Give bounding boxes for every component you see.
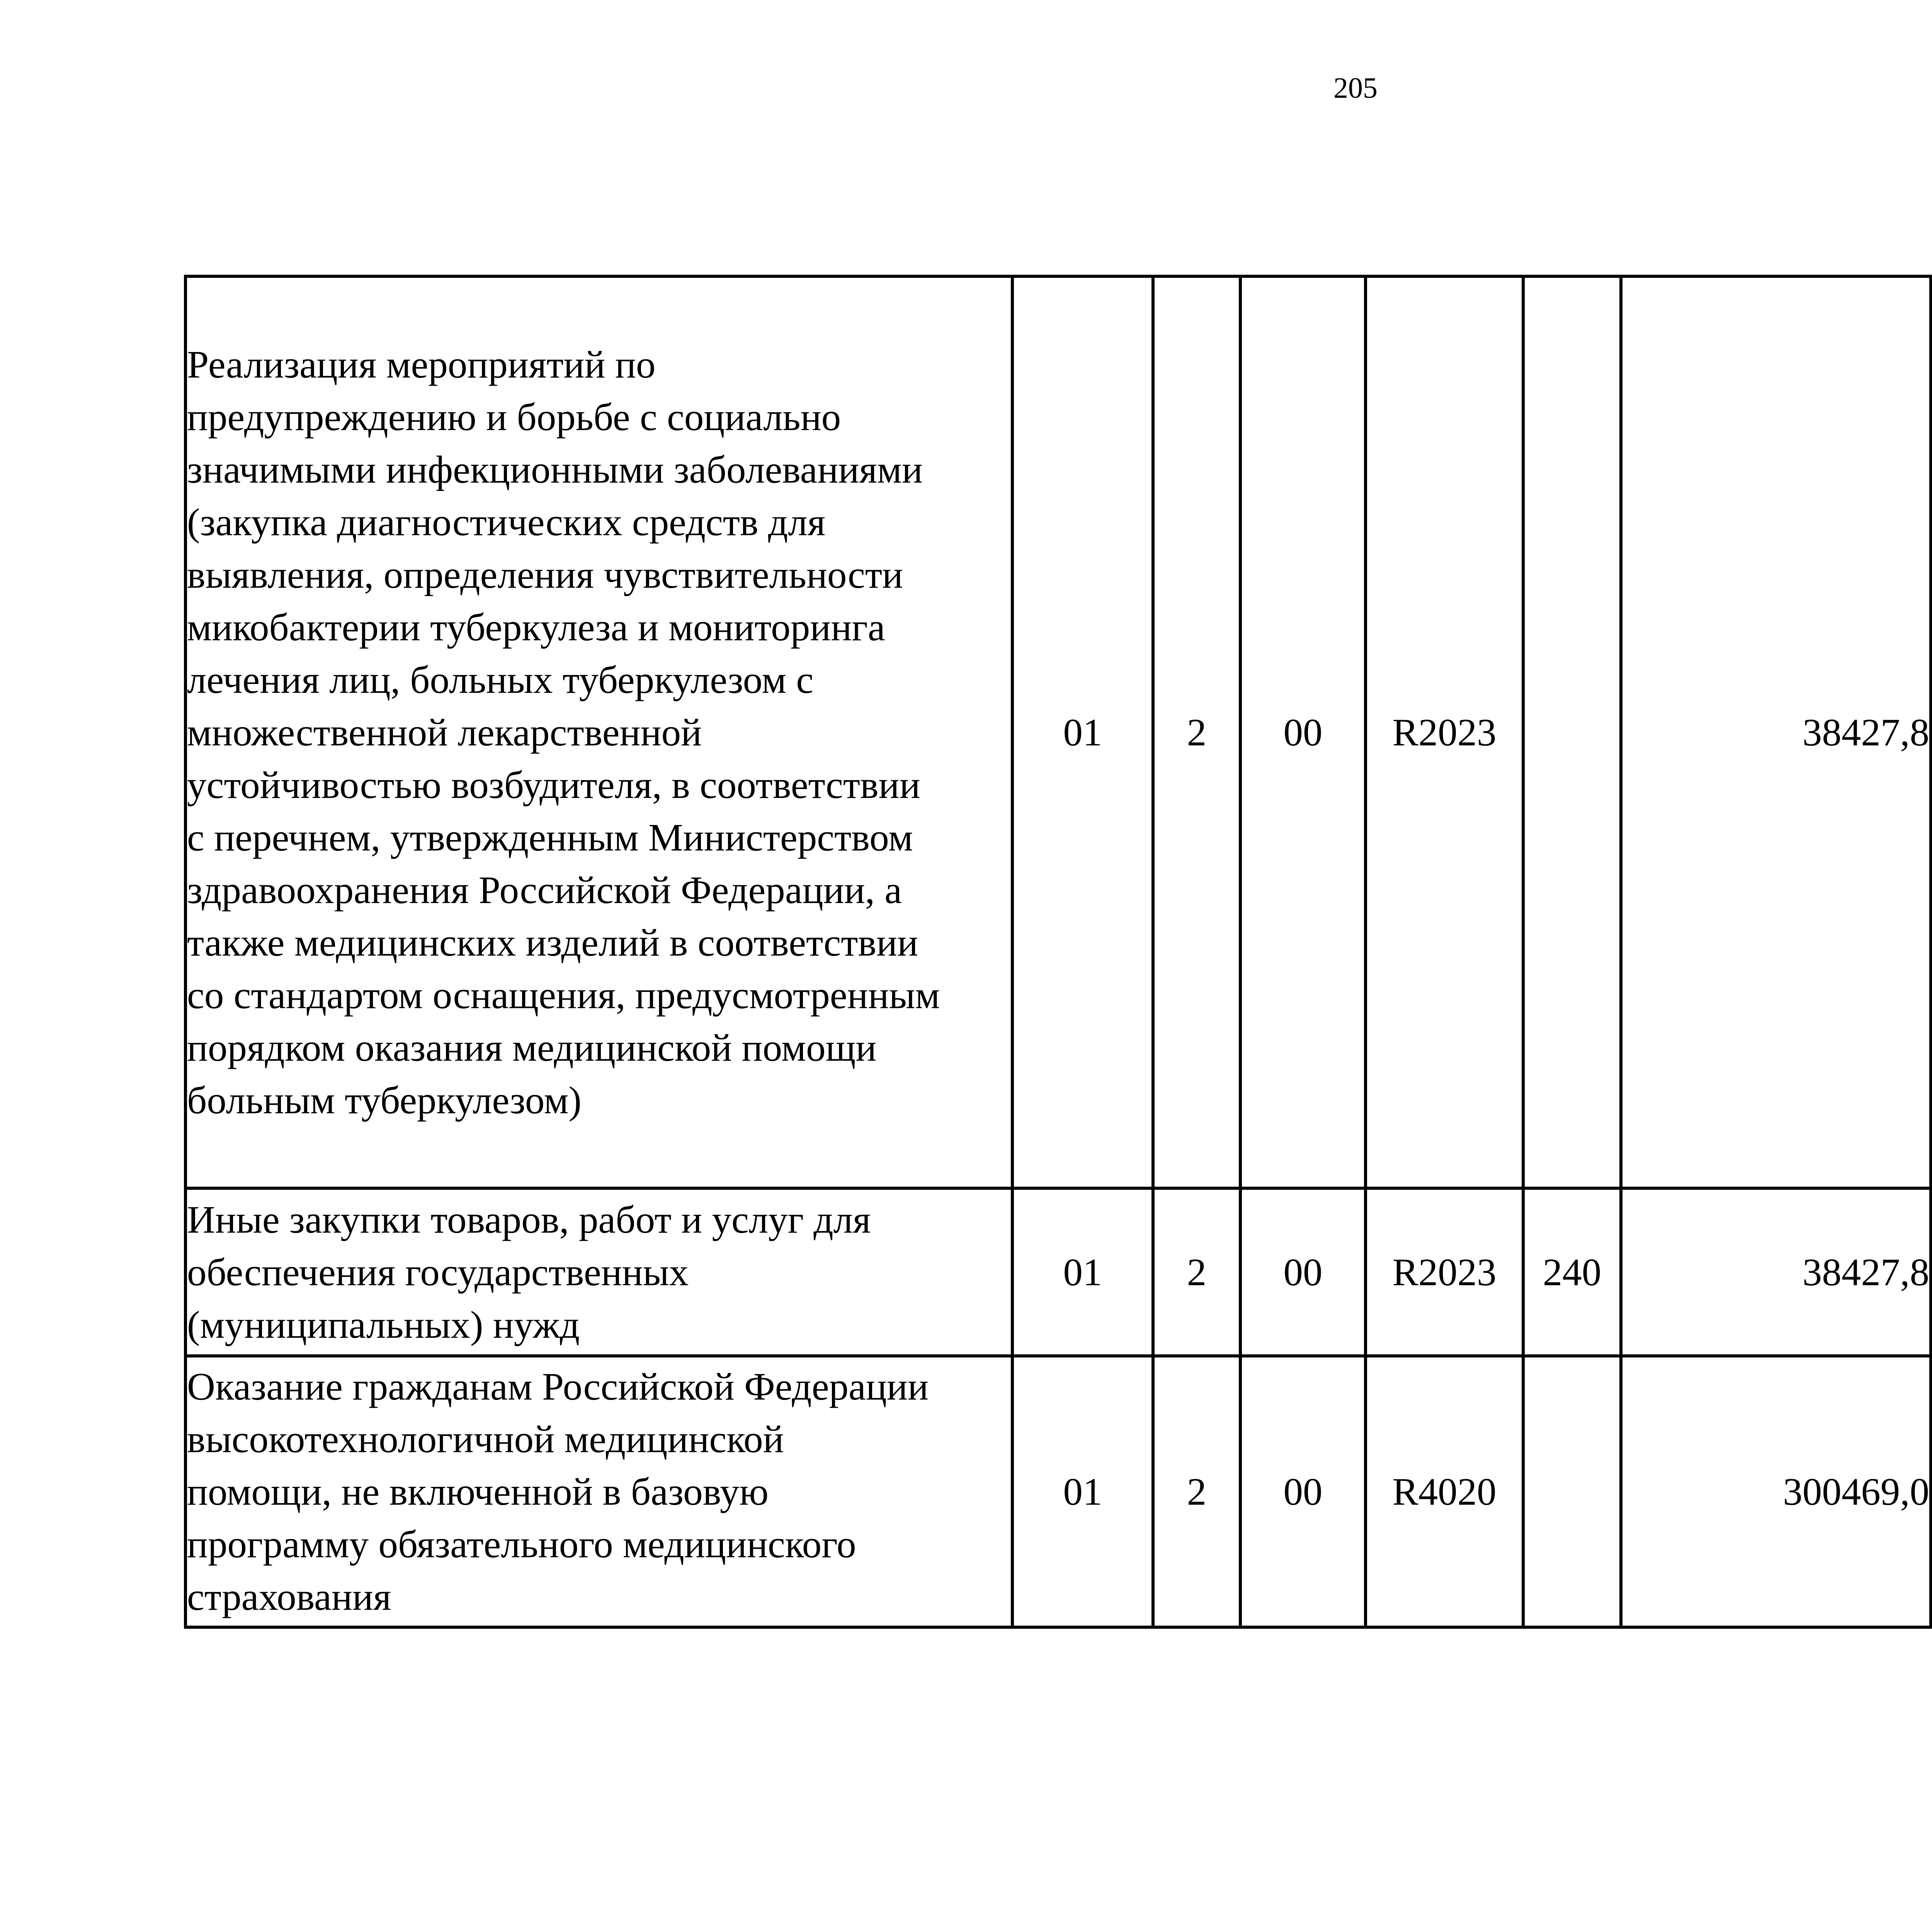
description-line: также медицинских изделий в соответствии <box>187 921 918 964</box>
description-line: со стандартом оснащения, предусмотренным <box>187 973 940 1017</box>
amount-1-cell: 38427,8 <box>1621 1188 1931 1356</box>
description-line: здравоохранения Российской Федерации, а <box>187 868 902 912</box>
description-line: с перечнем, утвержденным Министерством <box>187 816 913 859</box>
row-description <box>185 1356 1012 1627</box>
budget-table <box>184 275 1932 1629</box>
table-row <box>185 276 1932 1188</box>
description-line: страхования <box>187 1575 391 1618</box>
description-line: обеспечения государственных <box>187 1250 689 1294</box>
program-code-cell: 01 <box>1012 276 1153 1188</box>
subprogram-code-cell: 2 <box>1153 1356 1240 1627</box>
description-line: порядком оказания медицинской помощи <box>187 1026 877 1069</box>
description-line: (муниципальных) нужд <box>187 1303 580 1346</box>
direction-code-cell: R2023 <box>1366 1188 1523 1356</box>
description-line: значимыми инфекционными заболеваниями <box>187 448 923 491</box>
direction-code-cell: R2023 <box>1366 276 1523 1188</box>
description-line: множественной лекарственной <box>187 711 702 754</box>
description-line: микобактерии туберкулеза и мониторинга <box>187 606 885 649</box>
subprogram-code-cell: 2 <box>1153 276 1240 1188</box>
subprogram-code-cell: 2 <box>1153 1188 1240 1356</box>
description-line: выявления, определения чувствительности <box>187 553 903 596</box>
amount-1-cell: 300469,0 <box>1621 1356 1931 1627</box>
description-line: (закупка диагностических средств для <box>187 500 826 544</box>
description-line: помощи, не включенной в базовую <box>187 1470 769 1513</box>
table-row <box>185 1188 1932 1356</box>
main-event-code-cell: 00 <box>1240 1356 1366 1627</box>
main-event-code-cell: 00 <box>1240 1188 1366 1356</box>
description-line: Оказание гражданам Российской Федерации <box>187 1365 929 1408</box>
description-line: больным туберкулезом) <box>187 1078 582 1122</box>
program-code-cell: 01 <box>1012 1188 1153 1356</box>
amount-1-cell: 38427,8 <box>1621 276 1931 1188</box>
page-number: 205 <box>1333 72 1378 104</box>
description-line: Иные закупки товаров, работ и услуг для <box>187 1198 871 1241</box>
expense-type-cell: 240 <box>1523 1188 1621 1356</box>
expense-type-cell <box>1523 276 1621 1188</box>
table-row <box>185 1356 1932 1627</box>
description-line: устойчивостью возбудителя, в соответствии <box>187 763 920 806</box>
main-event-code-cell: 00 <box>1240 276 1366 1188</box>
direction-code-cell: R4020 <box>1366 1356 1523 1627</box>
description-line: программу обязательного медицинского <box>187 1522 856 1566</box>
description-line: Реализация мероприятий по <box>187 343 656 386</box>
description-line: лечения лиц, больных туберкулезом с <box>187 658 814 701</box>
description-line: высокотехнологичной медицинской <box>187 1417 784 1461</box>
expense-type-cell <box>1523 1356 1621 1627</box>
program-code-cell: 01 <box>1012 1356 1153 1627</box>
row-description <box>185 276 1012 1188</box>
row-description <box>185 1188 1012 1356</box>
description-line: предупреждению и борьбе с социально <box>187 395 841 439</box>
